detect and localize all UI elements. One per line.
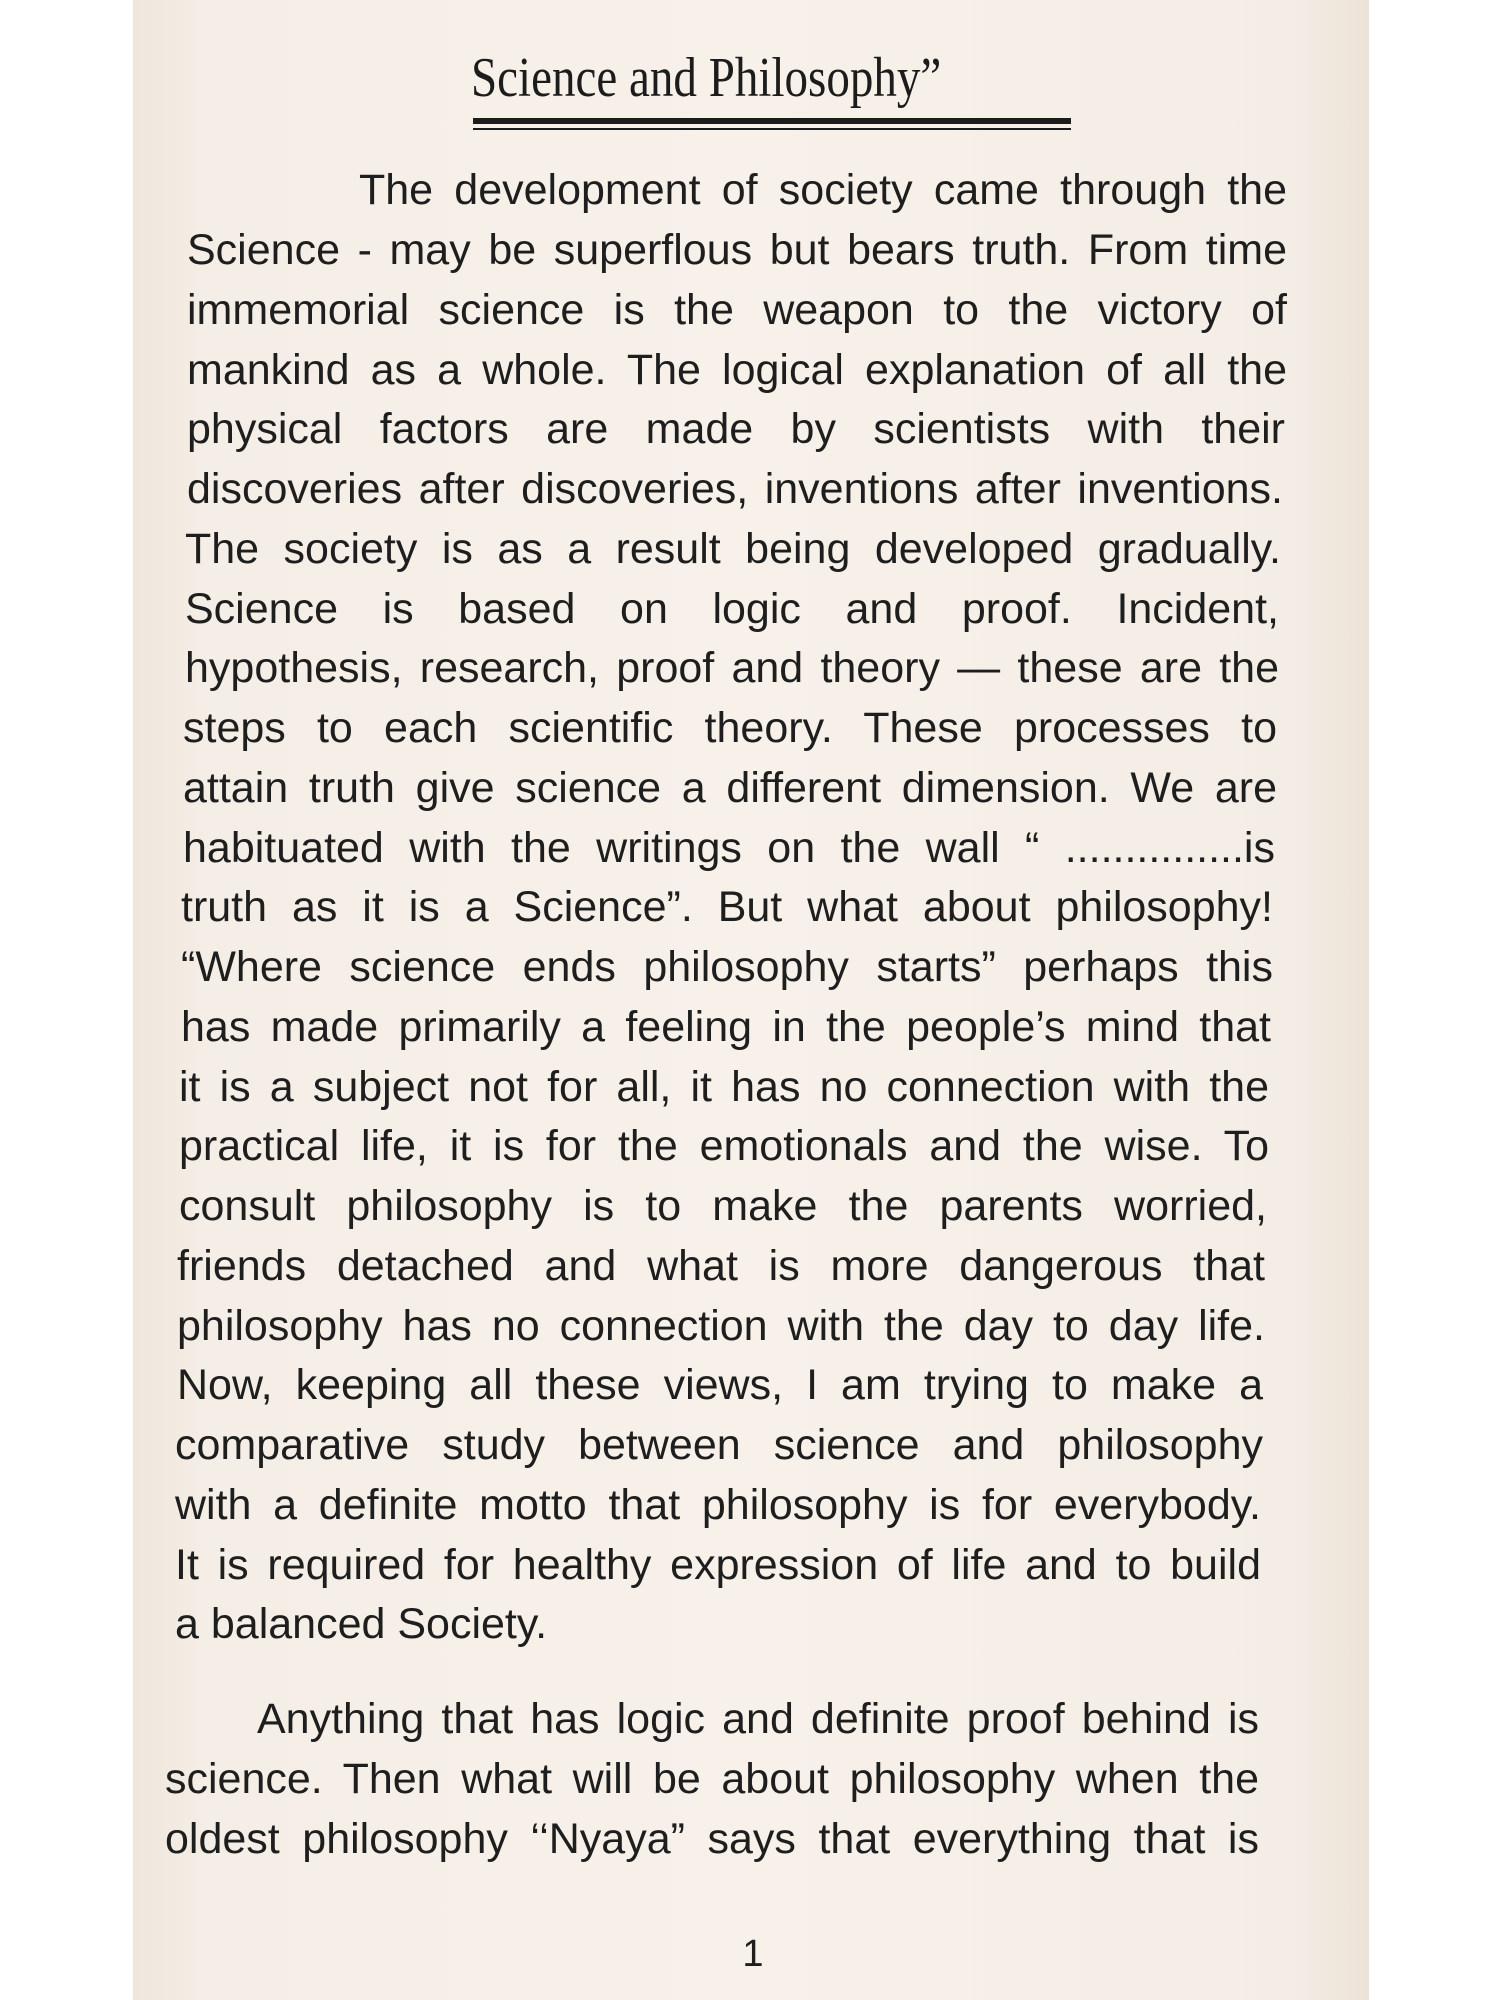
text-line: a balanced Society. xyxy=(175,1600,548,1648)
text-line: friends detached and what is more dangerous that xyxy=(177,1242,1265,1290)
text-line: it is a subject not for all, it has no connection with the xyxy=(179,1063,1269,1111)
text-line: comparative study between science and philosophy xyxy=(175,1421,1263,1469)
text-line: practical life, it is for the emotionals and the wise. To xyxy=(179,1122,1269,1170)
text-line: physical factors are made by scientists with their xyxy=(187,405,1285,453)
text-line: consult philosophy is to make the parents worried, xyxy=(179,1182,1267,1230)
text-line: immemorial science is the weapon to the victory of xyxy=(187,286,1287,334)
text-line: mankind as a whole. The logical explanation of all the xyxy=(187,346,1287,394)
book-page xyxy=(133,0,1369,2000)
text-line: has made primarily a feeling in the people’s mind that xyxy=(181,1003,1271,1051)
body-text xyxy=(133,0,1369,2000)
page-title: Science and Philosophy” xyxy=(471,47,942,109)
text-line: discoveries after discoveries, inventions after inventions. xyxy=(187,465,1283,513)
text-line: The society is as a result being developed gradually. xyxy=(185,525,1281,573)
text-line: “Where science ends philosophy starts” perhaps this xyxy=(181,943,1273,991)
text-line: with a definite motto that philosophy is for everybody. xyxy=(175,1481,1261,1529)
text-line: The development of society came through the xyxy=(359,166,1287,214)
text-line: attain truth give science a different dimension. We are xyxy=(183,764,1277,812)
text-line: Anything that has logic and definite proof behind is xyxy=(257,1695,1259,1743)
text-line: steps to each scientific theory. These processes to xyxy=(183,704,1277,752)
text-line: Science is based on logic and proof. Incident, xyxy=(185,585,1279,633)
text-line: truth as it is a Science”. But what about philosophy! xyxy=(181,883,1273,931)
text-line: oldest philosophy ‘‘Nyaya” says that everything that is xyxy=(165,1815,1259,1863)
text-line: philosophy has no connection with the day to day life. xyxy=(177,1302,1265,1350)
text-line: hypothesis, research, proof and theory — these are the xyxy=(185,644,1279,692)
text-line: It is required for healthy expression of life and to build xyxy=(175,1541,1261,1589)
text-line: science. Then what will be about philosophy when the xyxy=(165,1755,1259,1803)
text-line: Science - may be superflous but bears truth. From time xyxy=(187,226,1287,274)
text-line: habituated with the writings on the wall “ ...............is xyxy=(183,824,1275,872)
text-line: Now, keeping all these views, I am trying to make a xyxy=(177,1361,1263,1409)
page-number: 1 xyxy=(742,1933,764,1975)
